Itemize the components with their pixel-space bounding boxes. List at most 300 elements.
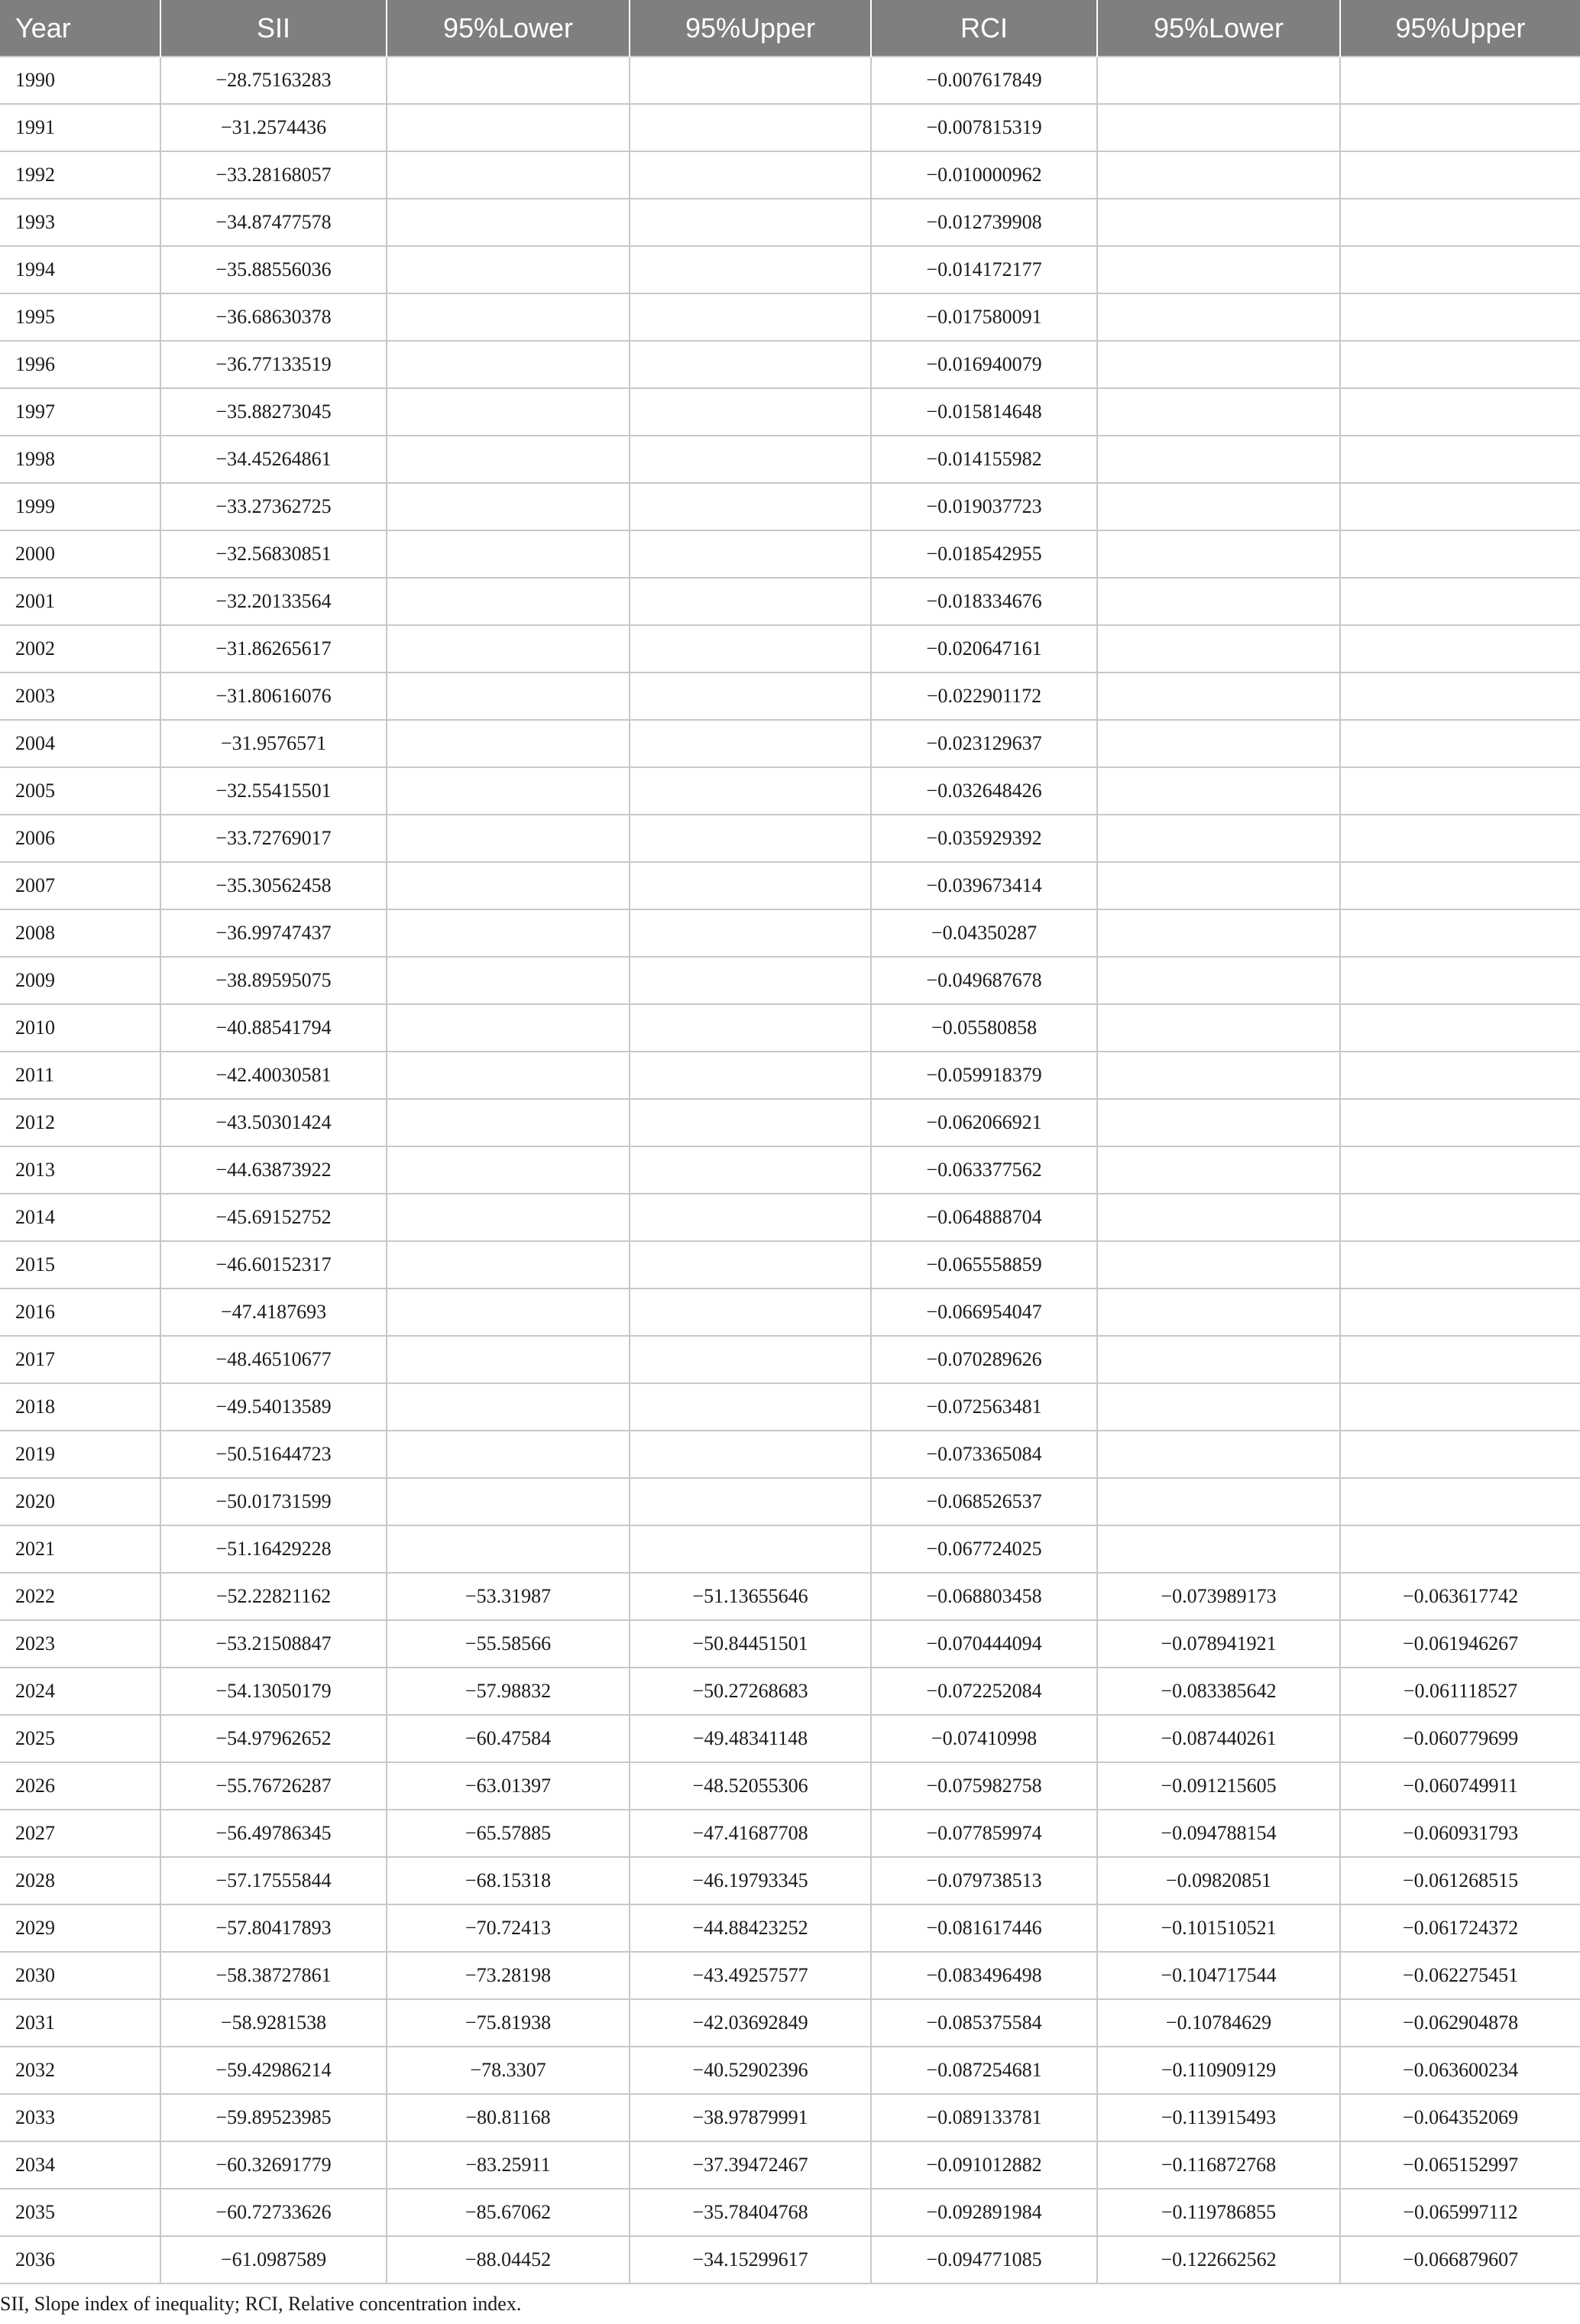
cell-year: 2030 bbox=[0, 1952, 160, 1999]
table-row bbox=[0, 1383, 1580, 1431]
cell-year: 2005 bbox=[0, 767, 160, 815]
cell-rci: −0.062066921 bbox=[871, 1099, 1097, 1146]
cell-sii-lower: −70.72413 bbox=[387, 1904, 630, 1952]
cell-sii: −42.40030581 bbox=[160, 1052, 387, 1099]
cell-year: 1992 bbox=[0, 151, 160, 199]
cell-rci-upper bbox=[1340, 530, 1580, 578]
cell-rci: −0.089133781 bbox=[871, 2094, 1097, 2141]
cell-sii-upper bbox=[630, 104, 871, 151]
cell-rci-lower bbox=[1097, 1288, 1340, 1336]
cell-rci-upper bbox=[1340, 578, 1580, 625]
cell-sii-upper: −49.48341148 bbox=[630, 1715, 871, 1762]
cell-rci-upper bbox=[1340, 1099, 1580, 1146]
cell-sii: −49.54013589 bbox=[160, 1383, 387, 1431]
cell-rci-lower bbox=[1097, 1146, 1340, 1194]
cell-sii: −40.88541794 bbox=[160, 1004, 387, 1052]
cell-sii-lower: −80.81168 bbox=[387, 2094, 630, 2141]
cell-sii-lower bbox=[387, 293, 630, 341]
cell-rci-lower: −0.119786855 bbox=[1097, 2189, 1340, 2236]
cell-rci-lower bbox=[1097, 293, 1340, 341]
cell-rci: −0.05580858 bbox=[871, 1004, 1097, 1052]
cell-rci-lower: −0.122662562 bbox=[1097, 2236, 1340, 2283]
cell-sii-upper: −50.84451501 bbox=[630, 1620, 871, 1668]
cell-sii-lower: −78.3307 bbox=[387, 2047, 630, 2094]
cell-sii-lower bbox=[387, 673, 630, 720]
cell-rci-lower bbox=[1097, 246, 1340, 293]
cell-rci: −0.015814648 bbox=[871, 388, 1097, 436]
cell-year: 2029 bbox=[0, 1904, 160, 1952]
cell-year: 2027 bbox=[0, 1810, 160, 1857]
cell-rci-lower bbox=[1097, 957, 1340, 1004]
cell-year: 1997 bbox=[0, 388, 160, 436]
cell-sii-lower bbox=[387, 909, 630, 957]
cell-sii-upper bbox=[630, 293, 871, 341]
table-row bbox=[0, 1904, 1580, 1952]
cell-rci-upper bbox=[1340, 1525, 1580, 1573]
cell-year: 2032 bbox=[0, 2047, 160, 2094]
table-row bbox=[0, 957, 1580, 1004]
cell-rci-lower: −0.113915493 bbox=[1097, 2094, 1340, 2141]
table-row bbox=[0, 436, 1580, 483]
cell-rci: −0.064888704 bbox=[871, 1194, 1097, 1241]
cell-sii-upper bbox=[630, 957, 871, 1004]
cell-rci: −0.087254681 bbox=[871, 2047, 1097, 2094]
table-row bbox=[0, 720, 1580, 767]
cell-rci: −0.019037723 bbox=[871, 483, 1097, 530]
cell-sii-lower bbox=[387, 151, 630, 199]
cell-rci-lower: −0.078941921 bbox=[1097, 1620, 1340, 1668]
cell-sii-upper: −51.13655646 bbox=[630, 1573, 871, 1620]
cell-sii-lower bbox=[387, 815, 630, 862]
cell-sii: −57.17555844 bbox=[160, 1857, 387, 1904]
cell-rci: −0.092891984 bbox=[871, 2189, 1097, 2236]
cell-rci: −0.049687678 bbox=[871, 957, 1097, 1004]
cell-rci-upper: −0.060779699 bbox=[1340, 1715, 1580, 1762]
cell-sii-lower: −73.28198 bbox=[387, 1952, 630, 1999]
cell-year: 2003 bbox=[0, 673, 160, 720]
cell-sii: −34.87477578 bbox=[160, 199, 387, 246]
cell-sii: −34.45264861 bbox=[160, 436, 387, 483]
cell-rci: −0.017580091 bbox=[871, 293, 1097, 341]
table-row bbox=[0, 2047, 1580, 2094]
table-row bbox=[0, 57, 1580, 104]
cell-sii-upper: −46.19793345 bbox=[630, 1857, 871, 1904]
cell-rci-lower bbox=[1097, 151, 1340, 199]
cell-rci-upper: −0.061946267 bbox=[1340, 1620, 1580, 1668]
table-row bbox=[0, 2094, 1580, 2141]
cell-sii: −54.97962652 bbox=[160, 1715, 387, 1762]
header-year: Year bbox=[0, 0, 160, 57]
cell-rci-upper: −0.065152997 bbox=[1340, 2141, 1580, 2189]
cell-rci-upper bbox=[1340, 1478, 1580, 1525]
cell-year: 2004 bbox=[0, 720, 160, 767]
cell-sii: −44.63873922 bbox=[160, 1146, 387, 1194]
cell-sii: −33.27362725 bbox=[160, 483, 387, 530]
cell-rci-lower bbox=[1097, 625, 1340, 673]
cell-rci-upper bbox=[1340, 720, 1580, 767]
cell-rci-lower bbox=[1097, 1004, 1340, 1052]
cell-sii-upper bbox=[630, 388, 871, 436]
table-row bbox=[0, 293, 1580, 341]
cell-sii: −56.49786345 bbox=[160, 1810, 387, 1857]
cell-sii-upper bbox=[630, 151, 871, 199]
cell-sii-lower bbox=[387, 388, 630, 436]
cell-sii-upper: −50.27268683 bbox=[630, 1668, 871, 1715]
cell-rci-upper: −0.064352069 bbox=[1340, 2094, 1580, 2141]
cell-sii-upper: −43.49257577 bbox=[630, 1952, 871, 1999]
table-row bbox=[0, 767, 1580, 815]
cell-year: 2036 bbox=[0, 2236, 160, 2283]
cell-year: 2007 bbox=[0, 862, 160, 909]
cell-year: 2031 bbox=[0, 1999, 160, 2047]
table-row bbox=[0, 1004, 1580, 1052]
cell-rci-lower bbox=[1097, 1241, 1340, 1288]
cell-year: 1998 bbox=[0, 436, 160, 483]
cell-rci-lower: −0.101510521 bbox=[1097, 1904, 1340, 1952]
table-row bbox=[0, 483, 1580, 530]
table-row bbox=[0, 1194, 1580, 1241]
cell-rci-lower bbox=[1097, 436, 1340, 483]
cell-sii: −33.72769017 bbox=[160, 815, 387, 862]
cell-year: 1996 bbox=[0, 341, 160, 388]
table-row bbox=[0, 530, 1580, 578]
cell-rci-upper bbox=[1340, 436, 1580, 483]
cell-sii-lower bbox=[387, 1288, 630, 1336]
cell-sii: −53.21508847 bbox=[160, 1620, 387, 1668]
cell-sii-upper bbox=[630, 625, 871, 673]
cell-sii-upper bbox=[630, 578, 871, 625]
cell-rci: −0.094771085 bbox=[871, 2236, 1097, 2283]
cell-sii-lower bbox=[387, 246, 630, 293]
cell-rci-upper bbox=[1340, 1336, 1580, 1383]
cell-rci: −0.012739908 bbox=[871, 199, 1097, 246]
table-row bbox=[0, 1336, 1580, 1383]
cell-rci-upper bbox=[1340, 483, 1580, 530]
cell-sii: −32.20133564 bbox=[160, 578, 387, 625]
cell-rci-upper: −0.062275451 bbox=[1340, 1952, 1580, 1999]
cell-rci-upper bbox=[1340, 388, 1580, 436]
cell-sii: −36.77133519 bbox=[160, 341, 387, 388]
cell-year: 2015 bbox=[0, 1241, 160, 1288]
table-row bbox=[0, 151, 1580, 199]
cell-sii-lower bbox=[387, 1004, 630, 1052]
table-row bbox=[0, 1668, 1580, 1715]
table-row bbox=[0, 673, 1580, 720]
cell-sii-lower bbox=[387, 767, 630, 815]
cell-year: 2001 bbox=[0, 578, 160, 625]
cell-sii-lower bbox=[387, 1194, 630, 1241]
cell-rci-lower bbox=[1097, 199, 1340, 246]
cell-rci-lower bbox=[1097, 530, 1340, 578]
cell-sii-lower bbox=[387, 530, 630, 578]
table-row bbox=[0, 246, 1580, 293]
table-row bbox=[0, 2189, 1580, 2236]
cell-rci-lower: −0.087440261 bbox=[1097, 1715, 1340, 1762]
cell-sii-lower: −65.57885 bbox=[387, 1810, 630, 1857]
table-row bbox=[0, 199, 1580, 246]
cell-rci: −0.072563481 bbox=[871, 1383, 1097, 1431]
cell-rci: −0.07410998 bbox=[871, 1715, 1097, 1762]
cell-sii: −51.16429228 bbox=[160, 1525, 387, 1573]
cell-rci-upper bbox=[1340, 1431, 1580, 1478]
cell-rci: −0.065558859 bbox=[871, 1241, 1097, 1288]
cell-sii-upper bbox=[630, 483, 871, 530]
cell-rci-lower bbox=[1097, 1383, 1340, 1431]
cell-sii-upper bbox=[630, 1241, 871, 1288]
cell-sii-upper: −42.03692849 bbox=[630, 1999, 871, 2047]
cell-sii-lower bbox=[387, 1525, 630, 1573]
table-row bbox=[0, 1857, 1580, 1904]
cell-year: 2028 bbox=[0, 1857, 160, 1904]
cell-sii: −35.30562458 bbox=[160, 862, 387, 909]
cell-rci-lower: −0.110909129 bbox=[1097, 2047, 1340, 2094]
table-row bbox=[0, 909, 1580, 957]
cell-rci-lower: −0.10784629 bbox=[1097, 1999, 1340, 2047]
cell-year: 2012 bbox=[0, 1099, 160, 1146]
cell-year: 1995 bbox=[0, 293, 160, 341]
cell-rci-lower bbox=[1097, 862, 1340, 909]
cell-rci: −0.083496498 bbox=[871, 1952, 1097, 1999]
cell-rci-upper bbox=[1340, 151, 1580, 199]
cell-sii-upper: −35.78404768 bbox=[630, 2189, 871, 2236]
cell-rci-lower bbox=[1097, 57, 1340, 104]
cell-year: 2014 bbox=[0, 1194, 160, 1241]
cell-sii-upper bbox=[630, 530, 871, 578]
cell-rci-upper bbox=[1340, 1288, 1580, 1336]
cell-sii-lower: −53.31987 bbox=[387, 1573, 630, 1620]
cell-sii: −61.0987589 bbox=[160, 2236, 387, 2283]
cell-year: 2020 bbox=[0, 1478, 160, 1525]
cell-year: 2019 bbox=[0, 1431, 160, 1478]
cell-sii-upper bbox=[630, 1431, 871, 1478]
cell-sii-upper bbox=[630, 1194, 871, 1241]
table-row bbox=[0, 862, 1580, 909]
cell-rci-lower bbox=[1097, 673, 1340, 720]
table-footnote: SII, Slope index of inequality; RCI, Relative concentration index. bbox=[0, 2293, 522, 2315]
cell-rci: −0.059918379 bbox=[871, 1052, 1097, 1099]
header-rci-upper: 95%Upper bbox=[1340, 0, 1580, 57]
cell-sii: −31.9576571 bbox=[160, 720, 387, 767]
cell-rci-upper bbox=[1340, 1383, 1580, 1431]
cell-rci: −0.073365084 bbox=[871, 1431, 1097, 1478]
cell-rci-upper bbox=[1340, 862, 1580, 909]
cell-rci: −0.007815319 bbox=[871, 104, 1097, 151]
cell-rci-upper bbox=[1340, 815, 1580, 862]
cell-sii: −36.99747437 bbox=[160, 909, 387, 957]
cell-rci-lower bbox=[1097, 720, 1340, 767]
cell-rci-upper bbox=[1340, 767, 1580, 815]
cell-sii-upper: −40.52902396 bbox=[630, 2047, 871, 2094]
cell-rci-lower bbox=[1097, 1052, 1340, 1099]
cell-rci-upper bbox=[1340, 1194, 1580, 1241]
cell-rci-upper bbox=[1340, 1241, 1580, 1288]
cell-year: 2033 bbox=[0, 2094, 160, 2141]
cell-rci: −0.007617849 bbox=[871, 57, 1097, 104]
cell-sii-lower bbox=[387, 862, 630, 909]
cell-year: 2034 bbox=[0, 2141, 160, 2189]
cell-sii-upper bbox=[630, 1052, 871, 1099]
cell-year: 2016 bbox=[0, 1288, 160, 1336]
cell-sii-lower bbox=[387, 720, 630, 767]
cell-rci-lower: −0.09820851 bbox=[1097, 1857, 1340, 1904]
cell-sii: −35.88273045 bbox=[160, 388, 387, 436]
cell-rci-lower bbox=[1097, 104, 1340, 151]
table-row bbox=[0, 625, 1580, 673]
cell-sii-lower bbox=[387, 1478, 630, 1525]
table-row bbox=[0, 1288, 1580, 1336]
cell-rci: −0.04350287 bbox=[871, 909, 1097, 957]
cell-rci-upper bbox=[1340, 909, 1580, 957]
cell-rci-upper: −0.061118527 bbox=[1340, 1668, 1580, 1715]
cell-rci-lower bbox=[1097, 1525, 1340, 1573]
cell-sii-lower bbox=[387, 57, 630, 104]
cell-year: 2011 bbox=[0, 1052, 160, 1099]
cell-sii: −33.28168057 bbox=[160, 151, 387, 199]
cell-sii: −31.2574436 bbox=[160, 104, 387, 151]
cell-year: 1999 bbox=[0, 483, 160, 530]
table-row bbox=[0, 2236, 1580, 2283]
cell-rci-upper: −0.066879607 bbox=[1340, 2236, 1580, 2283]
cell-sii: −55.76726287 bbox=[160, 1762, 387, 1810]
cell-sii-upper bbox=[630, 1288, 871, 1336]
cell-sii-upper: −37.39472467 bbox=[630, 2141, 871, 2189]
cell-sii-lower bbox=[387, 436, 630, 483]
cell-sii: −57.80417893 bbox=[160, 1904, 387, 1952]
table-row bbox=[0, 1146, 1580, 1194]
cell-rci-lower: −0.083385642 bbox=[1097, 1668, 1340, 1715]
cell-rci-lower: −0.116872768 bbox=[1097, 2141, 1340, 2189]
cell-rci-lower: −0.073989173 bbox=[1097, 1573, 1340, 1620]
table-row bbox=[0, 1099, 1580, 1146]
table-row bbox=[0, 1478, 1580, 1525]
cell-year: 2025 bbox=[0, 1715, 160, 1762]
cell-sii: −60.72733626 bbox=[160, 2189, 387, 2236]
cell-sii: −35.88556036 bbox=[160, 246, 387, 293]
cell-rci: −0.022901172 bbox=[871, 673, 1097, 720]
table-row bbox=[0, 1715, 1580, 1762]
cell-rci-upper: −0.061724372 bbox=[1340, 1904, 1580, 1952]
cell-sii-upper bbox=[630, 57, 871, 104]
cell-sii-lower: −88.04452 bbox=[387, 2236, 630, 2283]
cell-sii-upper bbox=[630, 720, 871, 767]
cell-sii-upper bbox=[630, 862, 871, 909]
cell-rci-upper: −0.060749911 bbox=[1340, 1762, 1580, 1810]
cell-year: 2009 bbox=[0, 957, 160, 1004]
cell-sii-upper bbox=[630, 1146, 871, 1194]
cell-sii-upper bbox=[630, 909, 871, 957]
cell-sii-upper bbox=[630, 1099, 871, 1146]
cell-rci: −0.032648426 bbox=[871, 767, 1097, 815]
cell-rci: −0.014155982 bbox=[871, 436, 1097, 483]
cell-sii-lower: −55.58566 bbox=[387, 1620, 630, 1668]
cell-sii-lower: −60.47584 bbox=[387, 1715, 630, 1762]
table-row bbox=[0, 1573, 1580, 1620]
table-body bbox=[0, 57, 1580, 2283]
header-sii-lower: 95%Lower bbox=[387, 0, 630, 57]
table-header bbox=[0, 0, 1580, 57]
cell-year: 2013 bbox=[0, 1146, 160, 1194]
cell-rci: −0.039673414 bbox=[871, 862, 1097, 909]
cell-rci: −0.081617446 bbox=[871, 1904, 1097, 1952]
cell-sii: −45.69152752 bbox=[160, 1194, 387, 1241]
cell-year: 2000 bbox=[0, 530, 160, 578]
cell-rci-upper bbox=[1340, 341, 1580, 388]
cell-rci-lower bbox=[1097, 815, 1340, 862]
cell-rci-upper bbox=[1340, 1004, 1580, 1052]
table-row bbox=[0, 2141, 1580, 2189]
cell-sii-lower bbox=[387, 1052, 630, 1099]
cell-year: 2018 bbox=[0, 1383, 160, 1431]
cell-sii-upper: −38.97879991 bbox=[630, 2094, 871, 2141]
cell-sii-lower bbox=[387, 1383, 630, 1431]
cell-rci-upper: −0.063617742 bbox=[1340, 1573, 1580, 1620]
cell-sii-lower: −63.01397 bbox=[387, 1762, 630, 1810]
cell-sii-lower bbox=[387, 1241, 630, 1288]
cell-rci: −0.016940079 bbox=[871, 341, 1097, 388]
cell-rci: −0.075982758 bbox=[871, 1762, 1097, 1810]
cell-sii-upper bbox=[630, 246, 871, 293]
cell-rci: −0.035929392 bbox=[871, 815, 1097, 862]
table-row bbox=[0, 1762, 1580, 1810]
cell-sii-upper bbox=[630, 1336, 871, 1383]
cell-rci: −0.070289626 bbox=[871, 1336, 1097, 1383]
cell-rci-upper bbox=[1340, 1146, 1580, 1194]
cell-sii-upper bbox=[630, 767, 871, 815]
cell-rci: −0.085375584 bbox=[871, 1999, 1097, 2047]
cell-rci: −0.018334676 bbox=[871, 578, 1097, 625]
cell-year: 2024 bbox=[0, 1668, 160, 1715]
table-row bbox=[0, 1999, 1580, 2047]
cell-rci-upper: −0.060931793 bbox=[1340, 1810, 1580, 1857]
cell-rci-lower bbox=[1097, 483, 1340, 530]
table-row bbox=[0, 1525, 1580, 1573]
cell-year: 2008 bbox=[0, 909, 160, 957]
cell-sii-lower: −57.98832 bbox=[387, 1668, 630, 1715]
cell-sii-upper bbox=[630, 199, 871, 246]
cell-year: 1990 bbox=[0, 57, 160, 104]
table-row bbox=[0, 341, 1580, 388]
cell-sii-lower: −68.15318 bbox=[387, 1857, 630, 1904]
table-row bbox=[0, 104, 1580, 151]
cell-year: 1994 bbox=[0, 246, 160, 293]
cell-sii: −47.4187693 bbox=[160, 1288, 387, 1336]
cell-rci-upper bbox=[1340, 625, 1580, 673]
cell-sii-upper: −48.52055306 bbox=[630, 1762, 871, 1810]
cell-sii-upper: −34.15299617 bbox=[630, 2236, 871, 2283]
cell-year: 2010 bbox=[0, 1004, 160, 1052]
table-row bbox=[0, 1810, 1580, 1857]
cell-rci-upper bbox=[1340, 104, 1580, 151]
cell-rci-upper bbox=[1340, 57, 1580, 104]
cell-year: 2035 bbox=[0, 2189, 160, 2236]
cell-rci: −0.020647161 bbox=[871, 625, 1097, 673]
cell-sii: −60.32691779 bbox=[160, 2141, 387, 2189]
cell-rci: −0.018542955 bbox=[871, 530, 1097, 578]
cell-sii-lower bbox=[387, 104, 630, 151]
cell-sii-upper: −47.41687708 bbox=[630, 1810, 871, 1857]
cell-rci-lower bbox=[1097, 341, 1340, 388]
cell-sii: −32.56830851 bbox=[160, 530, 387, 578]
cell-sii-upper bbox=[630, 1004, 871, 1052]
cell-sii: −31.86265617 bbox=[160, 625, 387, 673]
cell-rci-upper bbox=[1340, 199, 1580, 246]
table-row bbox=[0, 1952, 1580, 1999]
cell-sii-lower: −85.67062 bbox=[387, 2189, 630, 2236]
cell-sii: −36.68630378 bbox=[160, 293, 387, 341]
cell-rci: −0.068803458 bbox=[871, 1573, 1097, 1620]
table-row bbox=[0, 1431, 1580, 1478]
cell-sii: −32.55415501 bbox=[160, 767, 387, 815]
